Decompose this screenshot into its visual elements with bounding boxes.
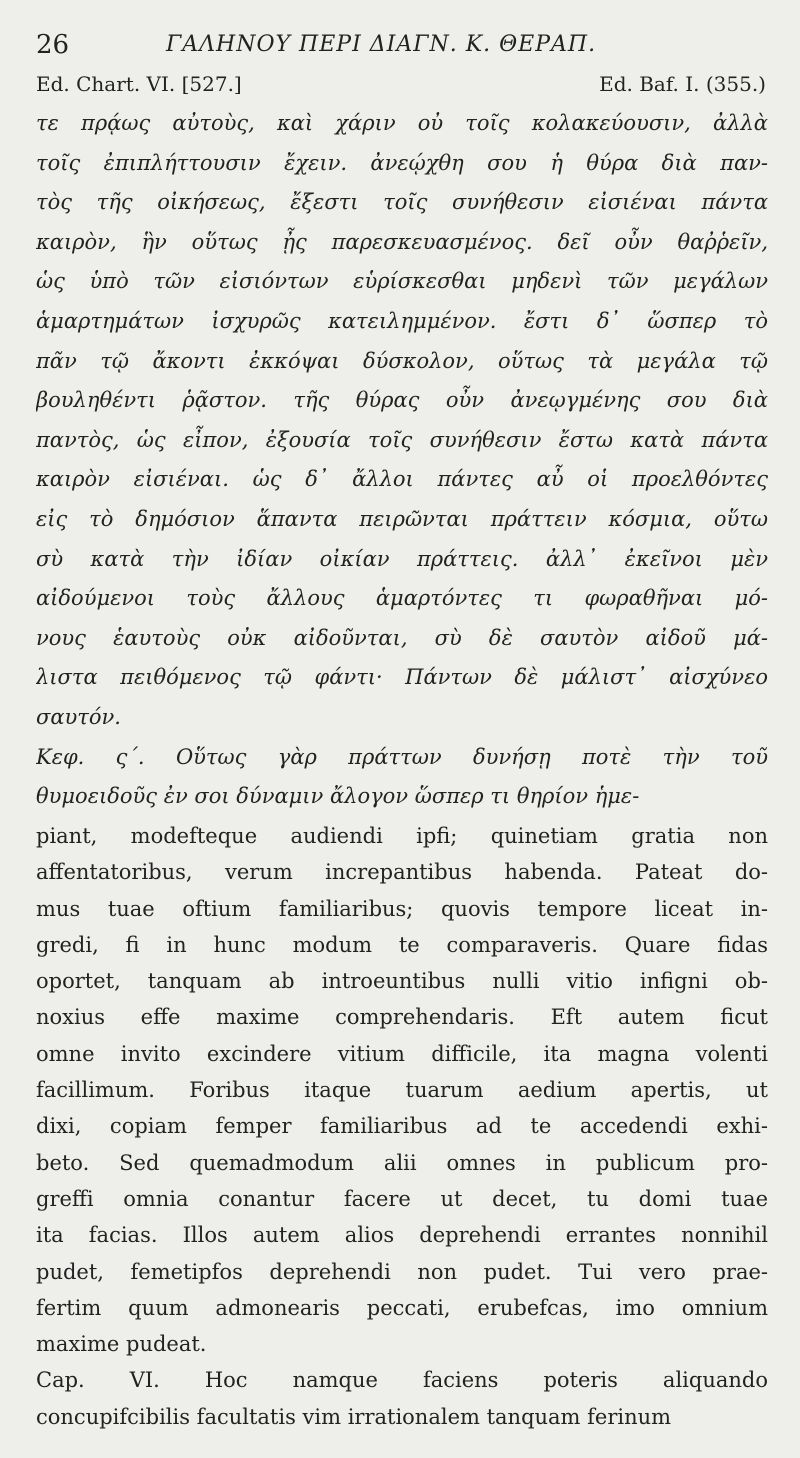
- greek-text-line: αἰδούμενοι τοὺς ἄλλους ἁμαρτόντες τι φωραθῆναι μό-: [36, 586, 768, 611]
- greek-text-line: ὡς ὑπὸ τῶν εἰσιόντων εὑρίσκεσθαι μηδενὶ τῶν μεγάλων: [36, 269, 768, 294]
- running-title: ΓΑΛΗΝΟΥ ΠΕΡΙ ΔΙΑΓΝ. Κ. ΘΕΡΑΠ.: [166, 32, 597, 57]
- greek-text-line: σὺ κατὰ τὴν ἰδίαν οἰκίαν πράττεις. ἀλλ᾽ ἐκεῖνοι μὲν: [36, 546, 768, 571]
- greek-text-line: καιρὸν εἰσιέναι. ὡς δ᾽ ἄλλοι πάντες αὖ οἱ προελθόντες: [36, 467, 768, 492]
- greek-text-line: εἰς τὸ δημόσιον ἅπαντα πειρῶνται πράττειν κόσμια, οὕτω: [36, 506, 768, 531]
- greek-text-line: πᾶν τῷ ἄκοντι ἐκκόψαι δύσκολον, οὕτως τὰ μεγάλα τῷ: [36, 348, 768, 373]
- greek-text-block: [36, 104, 768, 817]
- latin-text-line: gredi, fi in hunc modum te comparaveris. Quare fidas: [36, 932, 768, 957]
- page-number: 26: [36, 30, 70, 60]
- greek-text-line: τε πρᾴως αὐτοὺς, καὶ χάριν οὐ τοῖς κολακεύουσιν, ἀλλὰ: [36, 111, 768, 135]
- latin-text-line: facillimum. Foribus itaque tuarum aedium apertis, ut: [36, 1078, 768, 1103]
- edition-basel-reference: Ed. Baf. I. (355.): [599, 72, 766, 96]
- greek-text-line: σαυτόν.: [36, 704, 121, 729]
- latin-text-line: beto. Sed quemadmodum alii omnes in publicum pro-: [36, 1150, 768, 1175]
- latin-text-line: Cap. VI. Hoc namque faciens poteris aliquando: [36, 1368, 768, 1393]
- greek-text-line: καιρὸν, ἣν οὕτως ᾖς παρεσκευασμένος. δεῖ οὖν θαῤῥεῖν,: [36, 229, 768, 254]
- greek-text-line: βουληθέντι ῥᾷστον. τῆς θύρας οὖν ἀνεῳγμένης σου διὰ: [36, 388, 768, 413]
- latin-text-line: pudet, femetipfos deprehendi non pudet. Tui vero prae-: [36, 1259, 768, 1284]
- latin-text-line: affentatoribus, verum increpantibus habenda. Pateat do-: [36, 860, 768, 885]
- page-header: [36, 30, 766, 70]
- greek-text-line: παντὸς, ὡς εἶπον, ἐξουσία τοῖς συνήθεσιν ἔστω κατὰ πάντα: [36, 427, 768, 452]
- latin-text-line: oportet, tanquam ab introeuntibus nulli vitio infigni ob-: [36, 969, 768, 994]
- greek-text-line: λιστα πειθόμενος τῷ φάντι· Πάντων δὲ μάλιστ᾽ αἰσχύνεο: [36, 665, 768, 690]
- greek-text-line: θυμοειδοῦς ἐν σοι δύναμιν ἄλογον ὥσπερ τι θηρίον ἡμε-: [36, 784, 640, 809]
- greek-text-line: τὸς τῆς οἰκήσεως, ἔξεστι τοῖς συνήθεσιν εἰσιέναι πάντα: [36, 190, 768, 215]
- greek-text-line: νους ἑαυτοὺς οὐκ αἰδοῦνται, σὺ δὲ σαυτὸν αἰδοῦ μά-: [36, 625, 768, 650]
- latin-text-line: noxius effe maxime comprehendaris. Eft autem ficut: [36, 1005, 768, 1030]
- latin-text-line: fertim quum admonearis peccati, erubefcas, imo omnium: [36, 1295, 768, 1320]
- latin-text-line: maxime pudeat.: [36, 1332, 207, 1357]
- latin-text-line: concupifcibilis facultatis vim irrationalem tanquam ferinum: [36, 1404, 672, 1429]
- latin-text-line: ita facias. Illos autem alios deprehendi errantes nonnihil: [36, 1223, 768, 1248]
- latin-text-line: piant, modefteque audiendi ipfi; quinetiam gratia non: [36, 824, 768, 848]
- greek-text-line: ἁμαρτημάτων ἰσχυρῶς κατειλημμένον. ἔστι δ᾽ ὥσπερ τὸ: [36, 308, 768, 333]
- greek-text-line: τοῖς ἐπιπλήττουσιν ἔχειν. ἀνεῴχθη σου ἡ θύρα διὰ παν-: [36, 150, 768, 175]
- latin-text-line: greffi omnia conantur facere ut decet, tu domi tuae: [36, 1186, 768, 1211]
- latin-text-line: omne invito excindere vitium difficile, ita magna volenti: [36, 1041, 768, 1066]
- latin-text-block: [36, 818, 768, 1435]
- edition-chartier-reference: Ed. Chart. VI. [527.]: [36, 72, 242, 96]
- edition-reference-line: [36, 72, 766, 102]
- latin-text-line: mus tuae oftium familiaribus; quovis tempore liceat in-: [36, 896, 768, 921]
- greek-text-line: Κεφ. ς΄. Οὕτως γὰρ πράττων δυνήσῃ ποτὲ τὴν τοῦ: [36, 744, 768, 769]
- latin-text-line: dixi, copiam femper familiaribus ad te accedendi exhi-: [36, 1114, 768, 1139]
